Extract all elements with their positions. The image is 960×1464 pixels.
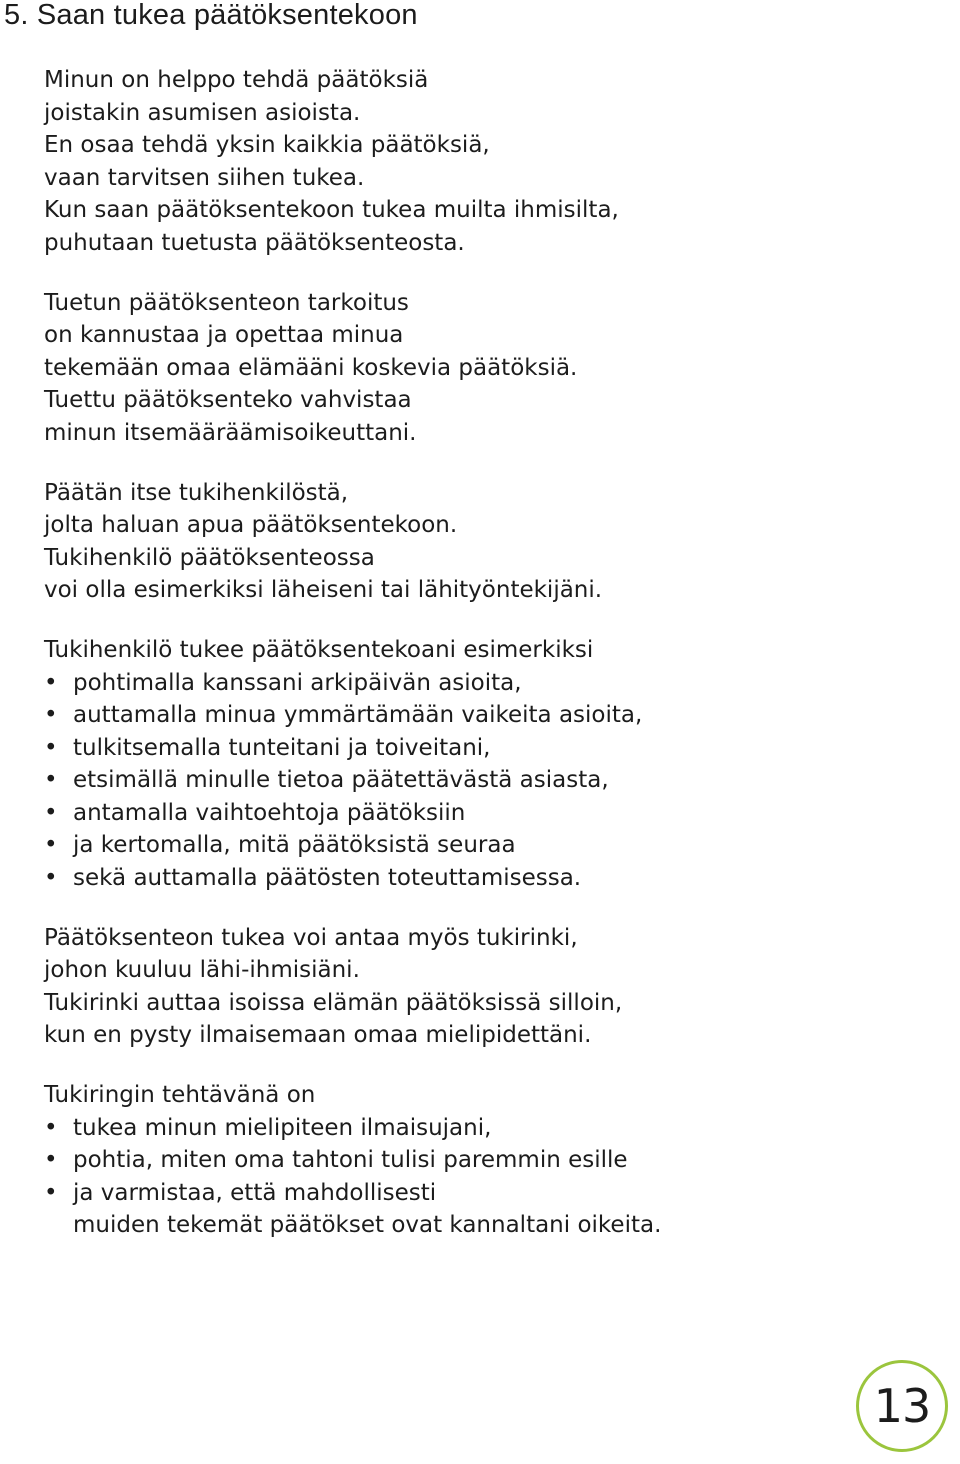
text-line: jolta haluan apua päätöksentekoon. — [44, 512, 458, 539]
paragraph-support-circle — [44, 922, 924, 1052]
list-item: • pohtimalla kanssani arkipäivän asioita, — [44, 667, 924, 700]
list-item: • antamalla vaihtoehtoja päätöksiin — [44, 797, 924, 830]
text-line: tekemään omaa elämääni koskevia päätöksiä. — [44, 354, 578, 381]
page-content — [44, 64, 924, 1269]
text-line: Kun saan päätöksentekoon tukea muilta ihmisilta, — [44, 197, 619, 224]
text-line: Tuettu päätöksenteko vahvistaa — [44, 387, 412, 414]
text-line: minun itsemääräämisoikeuttani. — [44, 419, 417, 446]
paragraph-intro — [44, 64, 924, 260]
text-line: Päätän itse tukihenkilöstä, — [44, 479, 349, 506]
text-line: Tukihenkilö päätöksenteossa — [44, 544, 375, 571]
list-intro-support-circle: Tukiringin tehtävänä on — [44, 1082, 316, 1109]
text-line: johon kuuluu lähi-ihmisiäni. — [44, 957, 360, 984]
text-line: Päätöksenteon tukea voi antaa myös tukirinki, — [44, 924, 578, 951]
list-item — [44, 1177, 924, 1242]
bullet-list-support-person — [44, 667, 924, 895]
paragraph-purpose — [44, 287, 924, 450]
text-line: Minun on helppo tehdä päätöksiä — [44, 67, 429, 93]
text-line: puhutaan tuetusta päätöksenteosta. — [44, 229, 465, 256]
list-item: • pohtia, miten oma tahtoni tulisi paremmin esille — [44, 1144, 924, 1177]
list-item: • tukea minun mielipiteen ilmaisujani, — [44, 1112, 924, 1145]
list-intro-support-person: Tukihenkilö tukee päätöksentekoani esimerkiksi — [44, 636, 594, 663]
text-line: muiden tekemät päätökset ovat kannaltani oikeita. — [73, 1212, 662, 1239]
page-heading: 5. Saan tukea päätöksentekoon — [4, 0, 418, 31]
text-line: • ja varmistaa, että mahdollisesti — [73, 1179, 437, 1206]
paragraph-support-person — [44, 477, 924, 607]
page-number: 13 — [873, 1379, 931, 1433]
text-line: Tukirinki auttaa isoissa elämän päätöksissä silloin, — [44, 989, 623, 1016]
text-line: Tuetun päätöksenteon tarkoitus — [44, 289, 409, 316]
list-item: • auttamalla minua ymmärtämään vaikeita asioita, — [44, 699, 924, 732]
list-item: • etsimällä minulle tietoa päätettävästä asiasta, — [44, 764, 924, 797]
text-line: voi olla esimerkiksi läheiseni tai lähityöntekijäni. — [44, 577, 603, 604]
bullet-list-support-circle — [44, 1112, 924, 1242]
text-line: En osaa tehdä yksin kaikkia päätöksiä, — [44, 132, 490, 159]
text-line: kun en pysty ilmaisemaan omaa mielipidettäni. — [44, 1022, 592, 1049]
text-line: vaan tarvitsen siihen tukea. — [44, 164, 365, 191]
page-number-badge — [856, 1360, 948, 1452]
text-line: on kannustaa ja opettaa minua — [44, 322, 404, 349]
list-item: • ja kertomalla, mitä päätöksistä seuraa — [44, 829, 924, 862]
list-item: • tulkitsemalla tunteitani ja toiveitani, — [44, 732, 924, 765]
text-line: joistakin asumisen asioista. — [44, 99, 361, 126]
list-item: • sekä auttamalla päätösten toteuttamisessa. — [44, 862, 924, 895]
